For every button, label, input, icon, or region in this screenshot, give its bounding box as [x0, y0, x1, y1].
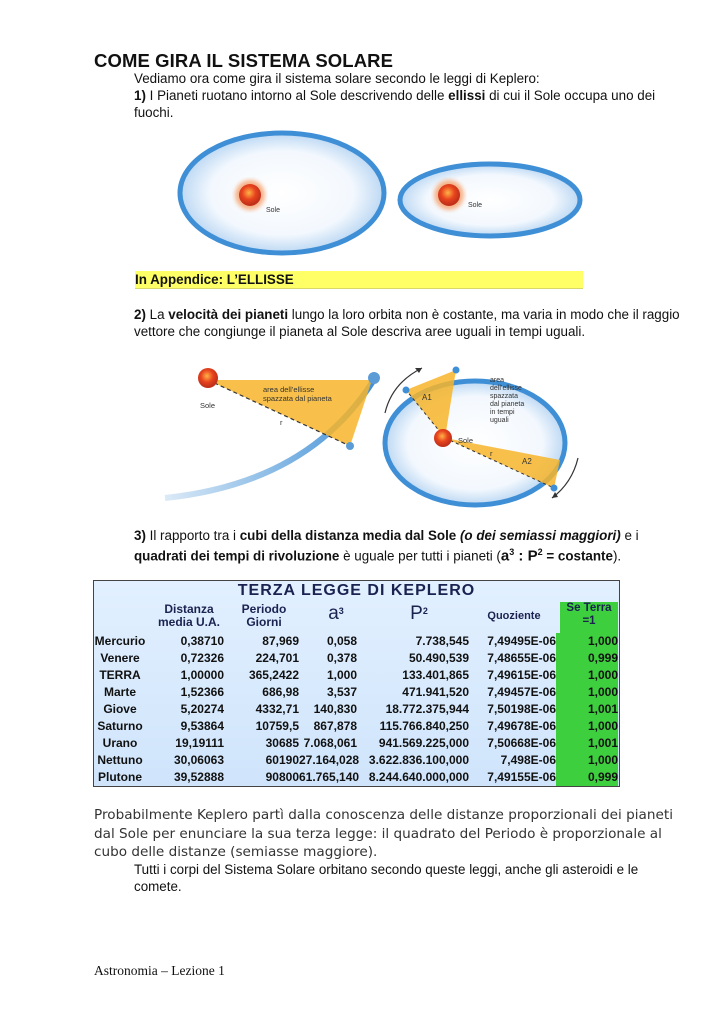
sun-icon: [438, 184, 460, 206]
cell-e: 0,999: [556, 769, 618, 786]
sun-label-left: Sole: [266, 207, 281, 214]
cell-name: Nettuno: [97, 753, 143, 767]
cell-e: 1,000: [556, 718, 618, 735]
header-period: [229, 603, 299, 629]
cell-p2: 3.622.836.100,000: [368, 753, 469, 767]
cell-period: 10759,5: [255, 719, 299, 733]
cell-name: Urano: [102, 736, 138, 750]
planet-icon: [551, 485, 558, 492]
cell-a3: 0,378: [326, 651, 357, 665]
law1-number: 1): [134, 88, 146, 103]
cell-name: TERRA: [99, 668, 141, 682]
cell-q: 7,49495E-06: [487, 634, 556, 648]
cell-period: 90800: [265, 770, 299, 784]
cell-p2: 133.401,865: [402, 668, 469, 682]
cell-q: 7,49615E-06: [487, 668, 556, 682]
area-label-right-1: area: [490, 377, 505, 384]
law1-text-a: I Pianeti ruotano intorno al Sole descrivendo delle: [145, 88, 449, 103]
orbit-ellipse: [385, 381, 565, 505]
table-row: [94, 735, 619, 752]
cell-e: 1,001: [556, 735, 618, 752]
sun-label: Sole: [200, 401, 216, 410]
planet-icon: [403, 387, 410, 394]
cell-q: 7,49678E-06: [487, 719, 556, 733]
cell-period: 30685: [265, 736, 299, 750]
header-period-line2: Giorni: [246, 615, 282, 629]
cell-q: 7,49457E-06: [487, 685, 556, 699]
cell-dist: 1,00000: [180, 668, 224, 682]
cell-e: 0,999: [556, 650, 618, 667]
table-row: [94, 684, 619, 701]
cell-q: 7,50668E-06: [487, 736, 556, 750]
law3-block: [94, 527, 684, 564]
cell-period: 60190: [265, 753, 299, 767]
a2-label: A2: [522, 457, 532, 466]
header-a3: [316, 605, 356, 622]
area-label-right-6: uguali: [490, 417, 509, 424]
orbit-ellipse-wide: [180, 133, 384, 253]
law2-text: [94, 306, 684, 340]
law3-text-c: è uguale per tutti i pianeti (: [339, 548, 501, 564]
cell-p2: 941.569.225,000: [378, 736, 469, 750]
header-distance-line2: media U.A.: [157, 615, 220, 629]
law3-text-b: e i: [620, 528, 639, 543]
cell-a3: 867,878: [313, 719, 357, 733]
header-earth-ratio: [560, 602, 618, 634]
law3-close: ).: [612, 548, 622, 564]
orbit-ellipse-eccentric: [400, 164, 580, 236]
cell-p2: 115.766.840,250: [379, 719, 469, 733]
cell-name: Saturno: [97, 719, 143, 733]
table-row: [94, 667, 619, 684]
law2-number: 2): [134, 307, 146, 322]
cell-dist: 0,72326: [180, 651, 224, 665]
cell-p2: 8.244.640.000,000: [368, 770, 469, 784]
cell-e: 1,000: [556, 684, 618, 701]
header-p2-base: P: [410, 603, 423, 624]
header-earth-line2: =1: [582, 615, 596, 627]
cell-period: 224,701: [255, 651, 299, 665]
cell-period: 4332,71: [255, 702, 299, 716]
cell-name: Plutone: [98, 770, 142, 784]
header-period-line1: Periodo: [241, 602, 287, 616]
cell-e: 1,000: [556, 752, 618, 769]
cell-name: Venere: [100, 651, 140, 665]
header-a3-exp: 3: [338, 606, 344, 616]
law3-number: 3): [134, 528, 146, 543]
intro-block: [94, 70, 684, 121]
cell-q: 7,50198E-06: [487, 702, 556, 716]
area-label-right-5: in tempi: [490, 409, 515, 416]
header-distance: [149, 603, 229, 629]
cell-dist: 0,38710: [180, 634, 224, 648]
cell-name: Giove: [103, 702, 137, 716]
table-body: [94, 633, 619, 786]
header-a3-base: a: [328, 603, 339, 624]
formula-p: P: [527, 547, 538, 565]
closing-text-inner: Tutti i corpi del Sistema Solare orbitano secondo queste leggi, anche gli asteroidi e le comete.: [134, 862, 639, 894]
sun-icon: [239, 184, 261, 206]
radius-label: r: [490, 449, 493, 458]
cell-a3: 140,830: [313, 702, 357, 716]
cell-a3: 7.068,061: [303, 736, 357, 750]
formula-a-exp: 3: [509, 547, 515, 557]
cell-e: 1,001: [556, 701, 618, 718]
cell-dist: 5,20274: [180, 702, 224, 716]
cell-q: 7,498E-06: [500, 753, 556, 767]
sun-label-right: Sole: [468, 202, 483, 209]
sun-label: Sole: [458, 436, 474, 445]
header-earth-line1: Se Terra: [566, 602, 612, 614]
area-label-right-2: dell’ellisse: [490, 385, 522, 392]
cell-period: 686,98: [262, 685, 299, 699]
ellipse-figure: [170, 128, 590, 258]
cell-period: 365,2422: [248, 668, 299, 682]
cell-name: Mercurio: [94, 634, 146, 648]
header-p2: [399, 605, 439, 622]
law1-bold: ellissi: [448, 88, 486, 103]
cell-dist: 30,06063: [173, 753, 224, 767]
formula-end: = costante: [542, 548, 613, 564]
planet-icon: [453, 367, 460, 374]
formula-colon: :: [514, 547, 528, 565]
equal-areas-figure: [160, 358, 600, 513]
kepler-table: [93, 580, 620, 787]
law1-text-b: di cui il Sole occupa uno dei fuochi.: [134, 88, 656, 120]
cell-e: 1,000: [556, 633, 618, 650]
header-quotient: Quoziente: [487, 610, 541, 622]
cell-p2: 7.738,545: [415, 634, 469, 648]
law3-bold1: cubi della distanza media dal Sole: [239, 528, 457, 543]
cell-a3: 3,537: [326, 685, 357, 699]
table-row: [94, 769, 619, 786]
page-footer: Astronomia – Lezione 1: [94, 963, 225, 978]
law2-text-a: La: [145, 307, 169, 322]
cell-a3: 61.765,140: [299, 770, 360, 784]
law2-text-b: lungo la loro orbita non è costante, ma varia in modo che il raggio vettore che congiunge il pianeta al Sole descriva aree uguali in tempi uguali.: [134, 307, 680, 339]
cell-q: 7,49155E-06: [487, 770, 556, 784]
appendix-link[interactable]: In Appendice: L’ELLISSE: [135, 271, 583, 288]
cell-a3: 27.164,028: [299, 753, 360, 767]
cell-a3: 0,058: [326, 634, 357, 648]
area-label-right-4: dal pianeta: [490, 401, 525, 408]
cell-p2: 18.772.375,944: [385, 702, 469, 716]
law2-block: [94, 306, 684, 340]
area-label-right-3: spazzata: [490, 393, 519, 400]
formula-p-exp: 2: [537, 547, 543, 557]
conclusion-text: Probabilmente Keplero partì dalla conoscenza delle distanze proporzionali dei pianeti dal Sole per enunciare la sua terza legge: il quadrato del Periodo è proporzionale al cubo delle distanze (semiasse maggiore).: [94, 807, 673, 860]
law3-bold2: quadrati dei tempi di rivoluzione: [134, 548, 340, 564]
area-label-line2: spazzata dal pianeta: [263, 394, 332, 403]
table-row: [94, 752, 619, 769]
table-row: [94, 650, 619, 667]
cell-p2: 50.490,539: [408, 651, 469, 665]
closing-text: [94, 861, 684, 895]
header-distance-line1: Distanza: [164, 602, 214, 616]
cell-dist: 9,53864: [180, 719, 224, 733]
cell-dist: 39,52888: [173, 770, 224, 784]
cell-q: 7,48655E-06: [487, 651, 556, 665]
cell-p2: 471.941,520: [402, 685, 469, 699]
a1-label: A1: [422, 393, 432, 402]
cell-a3: 1,000: [326, 668, 357, 682]
law3-italic: (o dei semiassi maggiori): [456, 528, 621, 543]
law1-text: [94, 87, 684, 121]
area-label-line1: area dell’ellisse: [263, 385, 315, 394]
law2-bold: velocità dei pianeti: [168, 307, 289, 322]
cell-dist: 1,52366: [180, 685, 224, 699]
law3-text-a: Il rapporto tra i: [145, 528, 240, 543]
table-row: [94, 633, 619, 650]
page-title: COME GIRA IL SISTEMA SOLARE: [94, 50, 394, 71]
cell-e: 1,000: [556, 667, 618, 684]
cell-name: Marte: [103, 685, 136, 699]
law3-text: [94, 527, 684, 564]
radius-label: r: [280, 418, 283, 427]
planet-icon: [368, 372, 380, 384]
table-row: [94, 718, 619, 735]
cell-period: 87,969: [262, 634, 299, 648]
formula-a: a: [500, 547, 510, 565]
table-row: [94, 701, 619, 718]
planet-icon: [346, 442, 354, 450]
header-p2-exp: 2: [422, 606, 428, 616]
appendix-divider: [135, 288, 583, 289]
sun-icon: [198, 368, 218, 388]
intro-text: Vediamo ora come gira il sistema solare secondo le leggi di Keplero:: [134, 71, 540, 86]
table-title: TERZA LEGGE DI KEPLERO: [237, 582, 476, 599]
cell-dist: 19,19111: [175, 736, 224, 750]
sun-icon: [434, 429, 452, 447]
